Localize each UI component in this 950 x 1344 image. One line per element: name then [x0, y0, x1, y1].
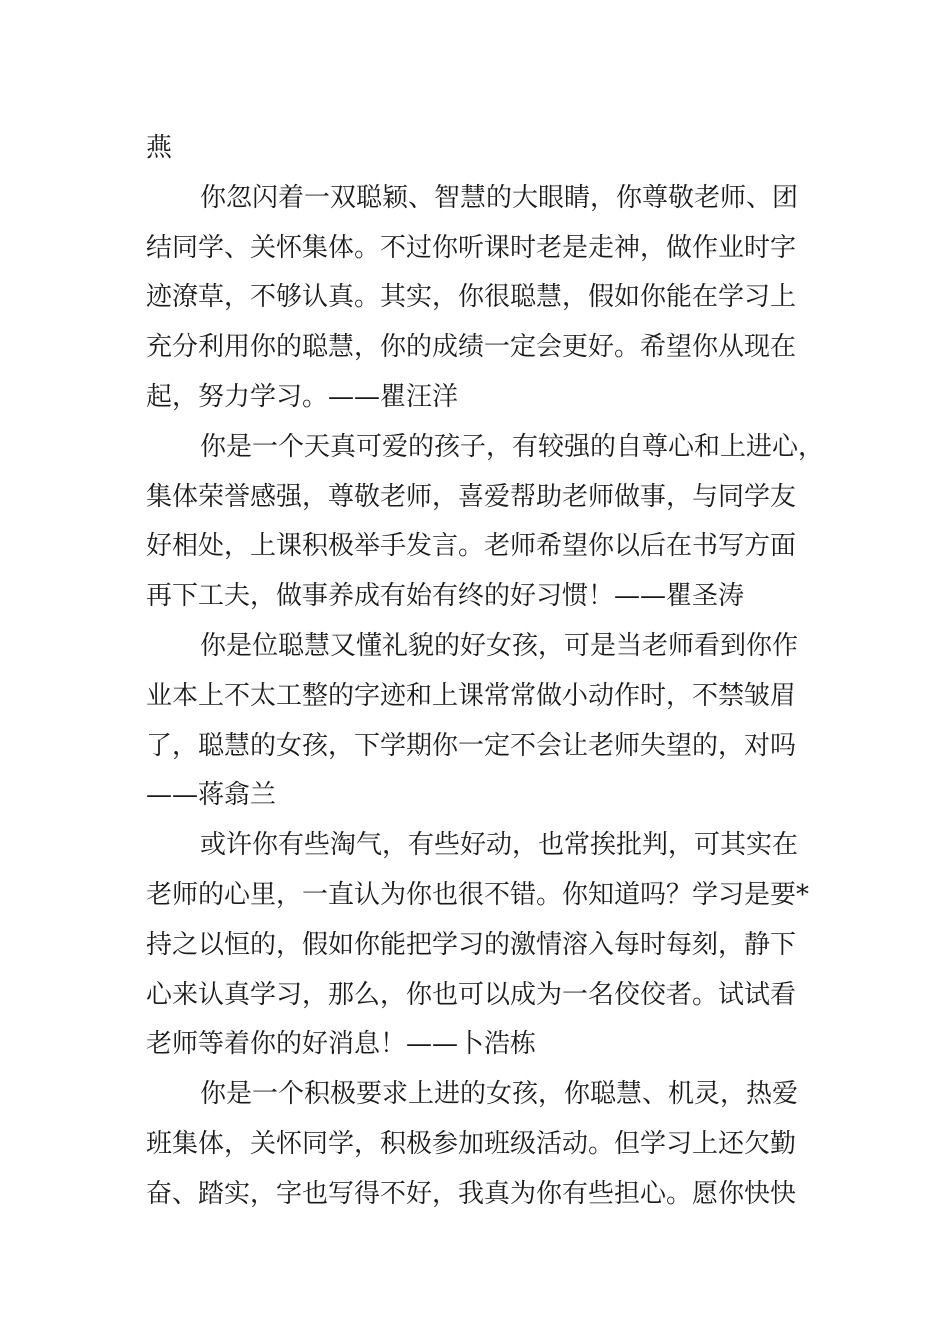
text-line: 燕: [146, 133, 173, 163]
text-line: 了，聪慧的女孩，下学期你一定不会让老师失望的，对吗: [146, 730, 797, 761]
paragraph-5: [146, 821, 826, 1070]
text-line: 心来认真学习，那么，你也可以成为一名佼佼者。试试看: [146, 979, 797, 1010]
text-line: 起，努力学习。——瞿汪洋: [146, 381, 459, 412]
text-line: 老师的心里，一直认为你也很不错。你知道吗？学习是要*: [146, 879, 810, 910]
paragraph-1: [146, 124, 826, 174]
text-line: ——蒋翕兰: [146, 780, 277, 811]
text-line: 奋、踏实，字也写得不好，我真为你有些担心。愿你快快: [146, 1178, 797, 1209]
paragraph-4: [146, 622, 826, 821]
text-line: 持之以恒的，假如你能把学习的激情溶入每时每刻，静下: [146, 929, 797, 960]
text-line: 老师等着你的好消息！——卜浩栋: [146, 1029, 537, 1060]
paragraph-3: [146, 423, 826, 622]
paragraph-6: [146, 1070, 826, 1219]
text-line: 迹潦草，不够认真。其实，你很聪慧，假如你能在学习上: [146, 282, 797, 313]
text-line: 结同学、关怀集体。不过你听课时老是走神，做作业时字: [146, 232, 797, 263]
text-line: 再下工夫，做事养成有始有终的好习惯！——瞿圣涛: [146, 581, 745, 612]
text-line: 你是一个天真可爱的孩子，有较强的自尊心和上进心，: [200, 431, 825, 462]
paragraph-2: [146, 174, 826, 423]
document-body: [146, 124, 826, 1220]
text-line: 业本上不太工整的字迹和上课常常做小动作时，不禁皱眉: [146, 680, 797, 711]
text-line: 你是一个积极要求上进的女孩，你聪慧、机灵，热爱: [200, 1079, 799, 1110]
text-line: 充分利用你的聪慧，你的成绩一定会更好。希望你从现在: [146, 332, 797, 363]
text-line: 你是位聪慧又懂礼貌的好女孩，可是当老师看到你作: [200, 630, 799, 661]
text-line: 你忽闪着一双聪颖、智慧的大眼睛，你尊敬老师、团: [200, 182, 799, 213]
text-line: 集体荣誉感强，尊敬老师，喜爱帮助老师做事，与同学友: [146, 481, 797, 512]
text-line: 好相处，上课积极举手发言。老师希望你以后在书写方面: [146, 531, 797, 562]
text-line: 班集体，关怀同学，积极参加班级活动。但学习上还欠勤: [146, 1128, 797, 1159]
text-line: 或许你有些淘气，有些好动，也常挨批判，可其实在: [200, 830, 799, 861]
